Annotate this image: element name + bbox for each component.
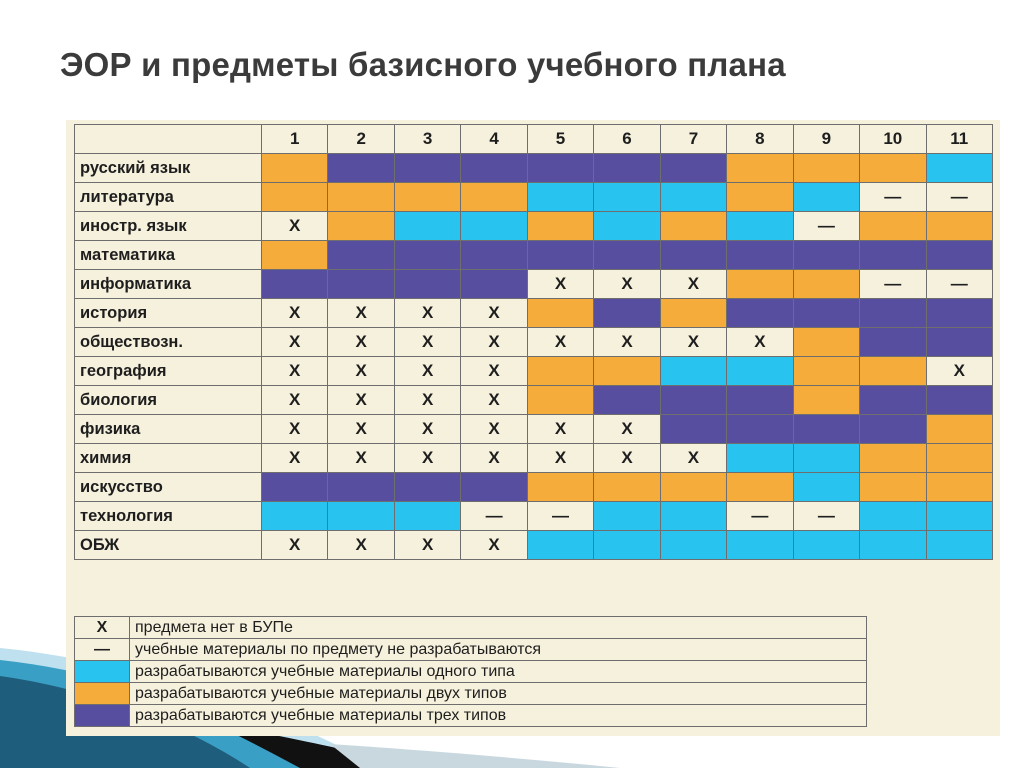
materials-2-cell bbox=[860, 473, 926, 502]
materials-3-cell bbox=[660, 386, 726, 415]
subject-row bbox=[75, 328, 993, 357]
materials-3-cell bbox=[860, 328, 926, 357]
grade-header: 10 bbox=[860, 125, 926, 154]
legend-body bbox=[75, 617, 867, 727]
grade-header: 11 bbox=[926, 125, 992, 154]
legend-swatch: — bbox=[75, 639, 130, 661]
materials-2-cell bbox=[926, 212, 992, 241]
no-subject-cell: X bbox=[394, 531, 460, 560]
legend-row bbox=[75, 683, 867, 705]
materials-1-cell bbox=[660, 531, 726, 560]
materials-2-cell bbox=[594, 357, 660, 386]
materials-2-cell bbox=[926, 444, 992, 473]
no-subject-cell: X bbox=[328, 357, 394, 386]
subject-row bbox=[75, 154, 993, 183]
subject-row bbox=[75, 444, 993, 473]
no-materials-cell: — bbox=[727, 502, 793, 531]
materials-3-cell bbox=[527, 154, 593, 183]
subject-name: иностр. язык bbox=[75, 212, 262, 241]
no-subject-cell: X bbox=[262, 386, 328, 415]
no-subject-cell: X bbox=[527, 270, 593, 299]
materials-2-cell bbox=[262, 183, 328, 212]
materials-1-cell bbox=[860, 502, 926, 531]
materials-3-cell bbox=[727, 241, 793, 270]
materials-3-cell bbox=[328, 154, 394, 183]
materials-2-cell bbox=[328, 183, 394, 212]
materials-1-cell bbox=[727, 444, 793, 473]
grade-header: 8 bbox=[727, 125, 793, 154]
legend-swatch bbox=[75, 705, 130, 727]
no-materials-cell: — bbox=[926, 183, 992, 212]
materials-1-cell bbox=[394, 502, 460, 531]
subject-name: история bbox=[75, 299, 262, 328]
subject-row bbox=[75, 183, 993, 212]
no-subject-cell: X bbox=[328, 415, 394, 444]
materials-2-cell bbox=[793, 357, 859, 386]
no-subject-cell: X bbox=[461, 444, 527, 473]
materials-2-cell bbox=[860, 444, 926, 473]
materials-1-cell bbox=[727, 212, 793, 241]
no-materials-cell: — bbox=[461, 502, 527, 531]
materials-2-cell bbox=[262, 241, 328, 270]
subject-row bbox=[75, 299, 993, 328]
no-subject-cell: X bbox=[660, 444, 726, 473]
materials-1-cell bbox=[527, 183, 593, 212]
no-subject-cell: X bbox=[461, 386, 527, 415]
materials-3-cell bbox=[727, 299, 793, 328]
grade-header-row bbox=[75, 125, 993, 154]
materials-1-cell bbox=[793, 531, 859, 560]
no-materials-cell: — bbox=[793, 502, 859, 531]
legend-label: разрабатываются учебные материалы одного типа bbox=[130, 661, 867, 683]
subject-row bbox=[75, 357, 993, 386]
materials-3-cell bbox=[394, 473, 460, 502]
materials-1-cell bbox=[926, 531, 992, 560]
materials-3-cell bbox=[860, 241, 926, 270]
legend-swatch bbox=[75, 661, 130, 683]
materials-3-cell bbox=[394, 241, 460, 270]
materials-3-cell bbox=[860, 386, 926, 415]
materials-1-cell bbox=[793, 473, 859, 502]
legend-label: разрабатываются учебные материалы двух типов bbox=[130, 683, 867, 705]
subject-name: русский язык bbox=[75, 154, 262, 183]
no-subject-cell: X bbox=[926, 357, 992, 386]
materials-1-cell bbox=[860, 531, 926, 560]
grade-header: 2 bbox=[328, 125, 394, 154]
materials-2-cell bbox=[527, 299, 593, 328]
materials-2-cell bbox=[926, 415, 992, 444]
materials-1-cell bbox=[594, 531, 660, 560]
materials-2-cell bbox=[461, 183, 527, 212]
materials-3-cell bbox=[793, 241, 859, 270]
no-subject-cell: X bbox=[262, 415, 328, 444]
no-subject-cell: X bbox=[394, 299, 460, 328]
materials-3-cell bbox=[793, 415, 859, 444]
materials-2-cell bbox=[793, 328, 859, 357]
materials-2-cell bbox=[328, 212, 394, 241]
materials-3-cell bbox=[461, 270, 527, 299]
materials-3-cell bbox=[461, 154, 527, 183]
subject-name: искусство bbox=[75, 473, 262, 502]
subject-row bbox=[75, 502, 993, 531]
materials-1-cell bbox=[394, 212, 460, 241]
no-materials-cell: — bbox=[793, 212, 859, 241]
materials-3-cell bbox=[660, 415, 726, 444]
no-subject-cell: X bbox=[527, 415, 593, 444]
materials-3-cell bbox=[594, 241, 660, 270]
no-subject-cell: X bbox=[660, 270, 726, 299]
subject-name: химия bbox=[75, 444, 262, 473]
no-subject-cell: X bbox=[594, 270, 660, 299]
subject-row bbox=[75, 270, 993, 299]
no-subject-cell: X bbox=[328, 386, 394, 415]
materials-1-cell bbox=[461, 212, 527, 241]
materials-3-cell bbox=[262, 270, 328, 299]
materials-2-cell bbox=[527, 473, 593, 502]
materials-3-cell bbox=[860, 299, 926, 328]
materials-1-cell bbox=[793, 183, 859, 212]
materials-3-cell bbox=[328, 241, 394, 270]
grade-header: 4 bbox=[461, 125, 527, 154]
no-subject-cell: X bbox=[594, 415, 660, 444]
materials-2-cell bbox=[926, 473, 992, 502]
no-subject-cell: X bbox=[594, 328, 660, 357]
no-subject-cell: X bbox=[461, 415, 527, 444]
legend-label: учебные материалы по предмету не разрабатываются bbox=[130, 639, 867, 661]
materials-1-cell bbox=[926, 502, 992, 531]
no-subject-cell: X bbox=[328, 531, 394, 560]
materials-2-cell bbox=[527, 212, 593, 241]
no-subject-cell: X bbox=[262, 444, 328, 473]
subject-name: математика bbox=[75, 241, 262, 270]
swoosh-gray bbox=[330, 744, 620, 768]
subject-name: обществозн. bbox=[75, 328, 262, 357]
subject-row bbox=[75, 531, 993, 560]
legend-label: разрабатываются учебные материалы трех типов bbox=[130, 705, 867, 727]
legend-row bbox=[75, 661, 867, 683]
legend-label: предмета нет в БУПе bbox=[130, 617, 867, 639]
materials-3-cell bbox=[793, 299, 859, 328]
materials-3-cell bbox=[926, 241, 992, 270]
materials-3-cell bbox=[926, 328, 992, 357]
no-subject-cell: X bbox=[660, 328, 726, 357]
no-subject-cell: X bbox=[527, 444, 593, 473]
no-subject-cell: X bbox=[262, 531, 328, 560]
materials-3-cell bbox=[527, 241, 593, 270]
materials-2-cell bbox=[793, 270, 859, 299]
materials-2-cell bbox=[860, 212, 926, 241]
materials-1-cell bbox=[527, 531, 593, 560]
materials-3-cell bbox=[727, 386, 793, 415]
subject-name: ОБЖ bbox=[75, 531, 262, 560]
subject-name: информатика bbox=[75, 270, 262, 299]
materials-3-cell bbox=[461, 241, 527, 270]
grid-body bbox=[75, 154, 993, 560]
materials-1-cell bbox=[262, 502, 328, 531]
subject-name: физика bbox=[75, 415, 262, 444]
materials-3-cell bbox=[727, 415, 793, 444]
legend-table bbox=[74, 616, 867, 727]
materials-2-cell bbox=[527, 357, 593, 386]
materials-1-cell bbox=[727, 531, 793, 560]
materials-2-cell bbox=[594, 473, 660, 502]
materials-3-cell bbox=[926, 386, 992, 415]
materials-2-cell bbox=[860, 357, 926, 386]
subject-row bbox=[75, 473, 993, 502]
no-subject-cell: X bbox=[262, 357, 328, 386]
materials-2-cell bbox=[394, 183, 460, 212]
subject-row bbox=[75, 212, 993, 241]
materials-3-cell bbox=[660, 154, 726, 183]
legend-row bbox=[75, 617, 867, 639]
materials-3-cell bbox=[594, 154, 660, 183]
grade-header: 6 bbox=[594, 125, 660, 154]
no-subject-cell: X bbox=[262, 299, 328, 328]
materials-2-cell bbox=[860, 154, 926, 183]
no-subject-cell: X bbox=[461, 328, 527, 357]
materials-2-cell bbox=[660, 299, 726, 328]
subject-row bbox=[75, 241, 993, 270]
no-subject-cell: X bbox=[727, 328, 793, 357]
grade-header: 1 bbox=[262, 125, 328, 154]
materials-1-cell bbox=[727, 357, 793, 386]
no-materials-cell: — bbox=[926, 270, 992, 299]
materials-2-cell bbox=[660, 473, 726, 502]
materials-3-cell bbox=[328, 270, 394, 299]
no-subject-cell: X bbox=[461, 531, 527, 560]
subjects-grid bbox=[74, 124, 993, 560]
materials-1-cell bbox=[926, 154, 992, 183]
no-subject-cell: X bbox=[394, 328, 460, 357]
subject-name: технология bbox=[75, 502, 262, 531]
subject-row bbox=[75, 386, 993, 415]
no-materials-cell: — bbox=[527, 502, 593, 531]
grade-header: 5 bbox=[527, 125, 593, 154]
materials-3-cell bbox=[926, 299, 992, 328]
materials-2-cell bbox=[727, 270, 793, 299]
grade-header: 9 bbox=[793, 125, 859, 154]
no-materials-cell: — bbox=[860, 270, 926, 299]
grade-header: 7 bbox=[660, 125, 726, 154]
no-subject-cell: X bbox=[594, 444, 660, 473]
materials-2-cell bbox=[660, 212, 726, 241]
materials-2-cell bbox=[262, 154, 328, 183]
materials-1-cell bbox=[328, 502, 394, 531]
materials-1-cell bbox=[594, 183, 660, 212]
corner-cell bbox=[75, 125, 262, 154]
subject-name: литература bbox=[75, 183, 262, 212]
no-subject-cell: X bbox=[328, 444, 394, 473]
materials-1-cell bbox=[793, 444, 859, 473]
materials-3-cell bbox=[594, 386, 660, 415]
materials-1-cell bbox=[660, 357, 726, 386]
subject-name: география bbox=[75, 357, 262, 386]
materials-2-cell bbox=[727, 154, 793, 183]
no-subject-cell: X bbox=[527, 328, 593, 357]
materials-3-cell bbox=[394, 270, 460, 299]
no-subject-cell: X bbox=[394, 415, 460, 444]
materials-2-cell bbox=[727, 473, 793, 502]
page-title: ЭОР и предметы базисного учебного плана bbox=[60, 46, 786, 83]
materials-3-cell bbox=[461, 473, 527, 502]
no-materials-cell: — bbox=[860, 183, 926, 212]
materials-3-cell bbox=[328, 473, 394, 502]
legend-swatch: X bbox=[75, 617, 130, 639]
legend-swatch bbox=[75, 683, 130, 705]
no-subject-cell: X bbox=[394, 444, 460, 473]
materials-3-cell bbox=[860, 415, 926, 444]
subject-name: биология bbox=[75, 386, 262, 415]
materials-3-cell bbox=[394, 154, 460, 183]
legend-row bbox=[75, 705, 867, 727]
materials-3-cell bbox=[262, 473, 328, 502]
no-subject-cell: X bbox=[328, 299, 394, 328]
no-subject-cell: X bbox=[461, 357, 527, 386]
no-subject-cell: X bbox=[262, 328, 328, 357]
materials-3-cell bbox=[594, 299, 660, 328]
materials-2-cell bbox=[727, 183, 793, 212]
materials-3-cell bbox=[660, 241, 726, 270]
materials-1-cell bbox=[660, 183, 726, 212]
no-subject-cell: X bbox=[394, 357, 460, 386]
materials-1-cell bbox=[594, 212, 660, 241]
materials-2-cell bbox=[793, 154, 859, 183]
materials-2-cell bbox=[793, 386, 859, 415]
materials-1-cell bbox=[660, 502, 726, 531]
subject-row bbox=[75, 415, 993, 444]
grade-header: 3 bbox=[394, 125, 460, 154]
no-subject-cell: X bbox=[461, 299, 527, 328]
no-subject-cell: X bbox=[394, 386, 460, 415]
no-subject-cell: X bbox=[328, 328, 394, 357]
legend-row bbox=[75, 639, 867, 661]
materials-1-cell bbox=[594, 502, 660, 531]
no-subject-cell: X bbox=[262, 212, 328, 241]
materials-2-cell bbox=[527, 386, 593, 415]
